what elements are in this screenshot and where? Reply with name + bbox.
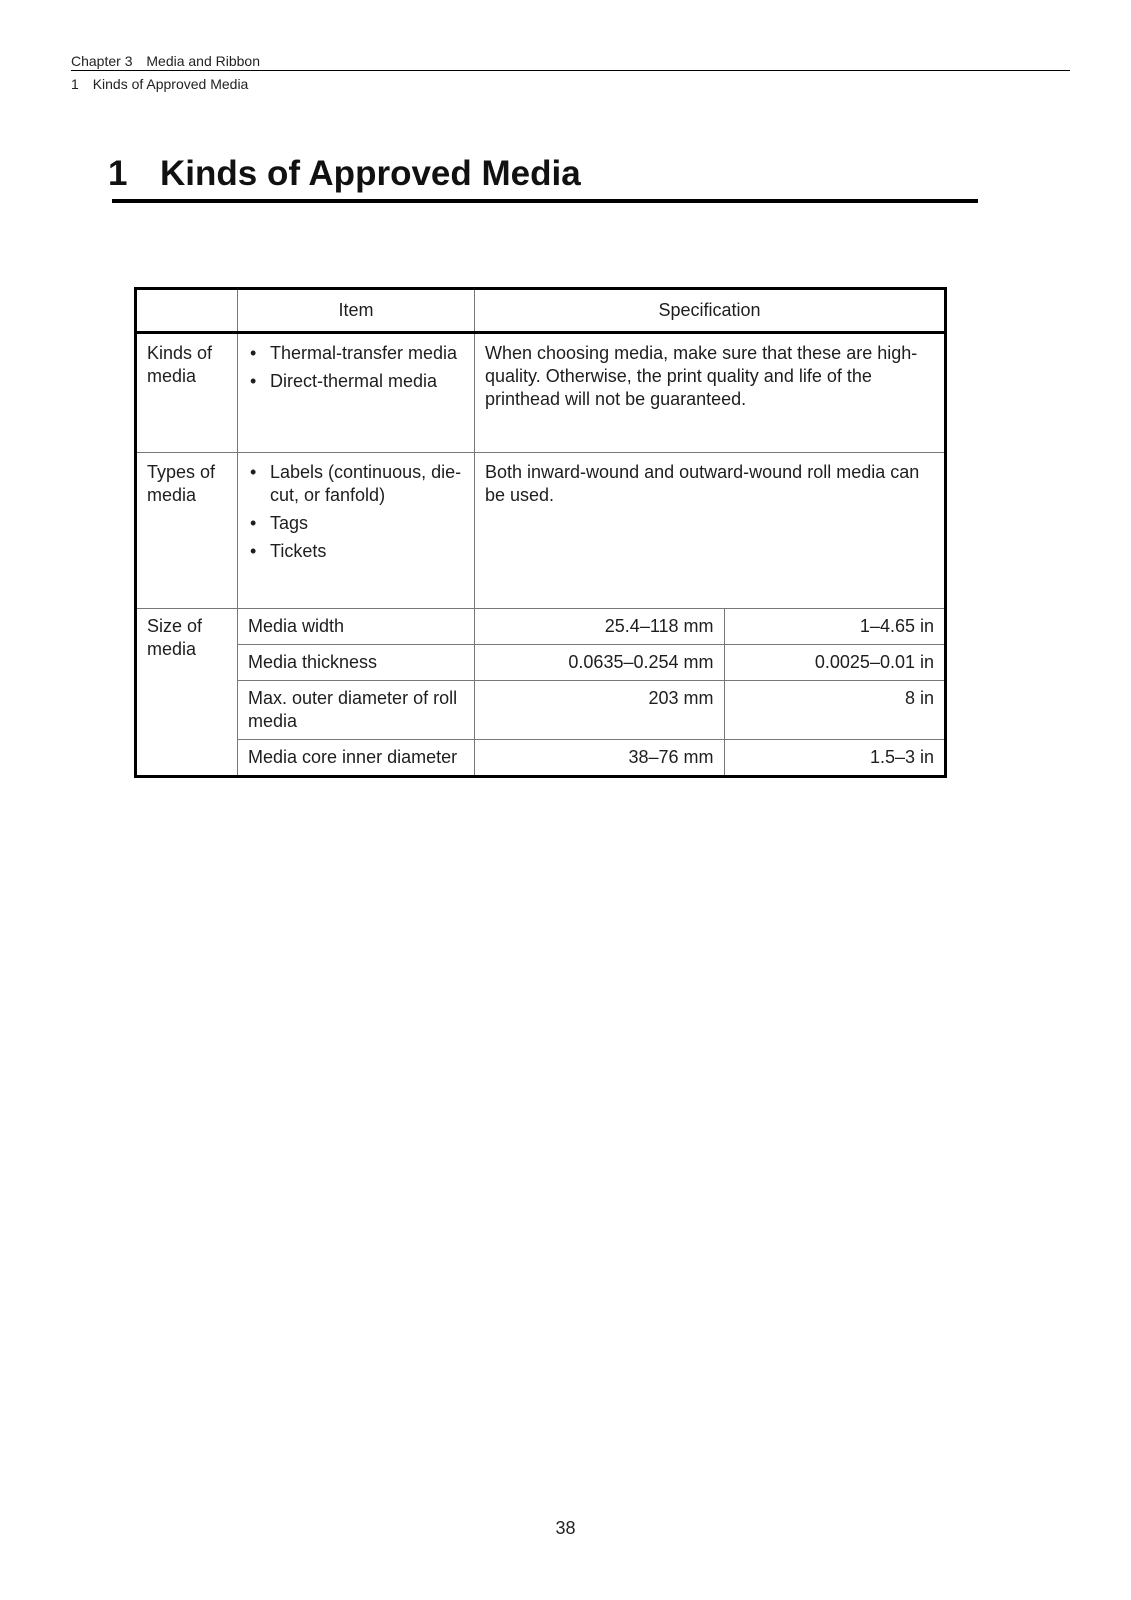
chapter-heading [71,52,1070,70]
header-blank-cell [136,289,238,333]
section-heading [71,75,1070,93]
page-number: 38 [555,1518,576,1538]
section-title: Kinds of Approved Media [92,76,249,92]
list-item: • Tickets [248,540,464,563]
header-item: Item [238,289,475,333]
value-media-width-in: 1–4.65 in [724,609,945,645]
item-media-width: Media width [238,609,475,645]
value-media-thickness-in: 0.0025–0.01 in [724,645,945,681]
kinds-list [248,342,464,393]
chapter-number: Chapter 3 [71,53,133,69]
types-list [248,461,464,563]
value-media-width-mm: 25.4–118 mm [475,609,725,645]
row-label-types: Types of media [136,453,238,609]
table-row-types [136,453,946,609]
media-spec-table [134,287,947,778]
list-item: • Thermal-transfer media [248,342,464,365]
spec-cell-types: Both inward-wound and outward-wound roll media can be used. [475,453,946,609]
table-header-row [136,289,946,333]
chapter-title: Media and Ribbon [146,53,261,69]
list-item: • Direct-thermal media [248,370,464,393]
title-rule [112,199,978,203]
item-outer-diameter: Max. outer diameter of roll media [238,681,475,740]
item-cell-kinds [238,333,475,453]
item-cell-types [238,453,475,609]
table-row-outer-diameter [136,681,946,740]
value-core-diameter-in: 1.5–3 in [724,740,945,777]
value-core-diameter-mm: 38–76 mm [475,740,725,777]
row-label-kinds: Kinds of media [136,333,238,453]
list-item: • Labels (continuous, die-cut, or fanfold) [248,461,464,507]
header-specification: Specification [475,289,946,333]
header-rule [71,70,1070,71]
value-outer-diameter-mm: 203 mm [475,681,725,740]
section-number: 1 [71,76,79,92]
value-outer-diameter-in: 8 in [724,681,945,740]
page-title-number: 1 [108,154,128,193]
running-header [71,52,1070,93]
row-label-size: Size of media [136,609,238,777]
value-media-thickness-mm: 0.0635–0.254 mm [475,645,725,681]
page-title [108,152,978,196]
table-row-kinds [136,333,946,453]
list-item: • Tags [248,512,464,535]
table-row-media-thickness [136,645,946,681]
table-row-core-diameter [136,740,946,777]
item-core-diameter: Media core inner diameter [238,740,475,777]
item-media-thickness: Media thickness [238,645,475,681]
spec-cell-kinds: When choosing media, make sure that these are high-quality. Otherwise, the print quality and life of the printhead will not be guaranteed. [475,333,946,453]
table-row-media-width [136,609,946,645]
page-title-text: Kinds of Approved Media [160,154,581,193]
